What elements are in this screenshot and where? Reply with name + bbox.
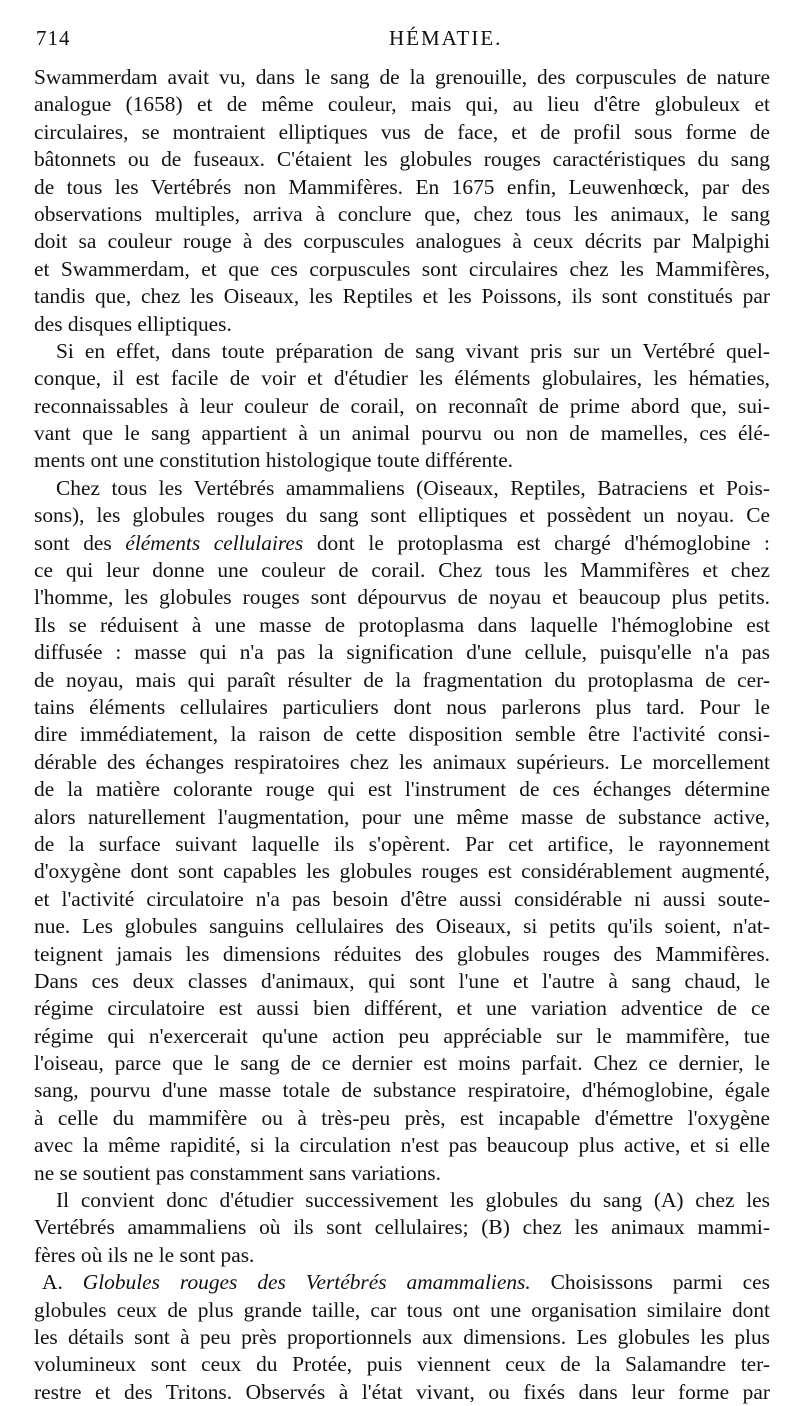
text-line: volumineux sont ceux du Protée, puis viennent ceux de la Salamandre ter- [34, 1352, 770, 1377]
text-line: reconnaissables à leur couleur de corail, on reconnaît de prime abord que, sui- [34, 393, 770, 418]
text-line: circulaires, se montraient elliptiques vus de face, et de profil sous forme de [34, 119, 770, 144]
text-line: sont des éléments cellulaires dont le protoplasma est chargé d'hémoglobine : [34, 530, 771, 555]
text-line: ce qui leur donne une couleur de corail. Chez tous les Mammifères et chez [34, 558, 770, 583]
text-line: ments ont une constitution histologique toute différente. [34, 448, 514, 473]
text-line: globules ceux de plus grande taille, car tous ont une organisation similaire dont [34, 1297, 770, 1322]
text-line: de noyau, mais qui paraît résulter de la fragmentation du protoplasma de cer- [34, 667, 770, 692]
text-line: doit sa couleur rouge à des corpuscules analogues à ceux décrits par Malpighi [34, 229, 770, 254]
text-line: à celle du mammifère ou à très-peu près, est incapable d'émettre l'oxygène [34, 1105, 770, 1130]
text-line: ne se soutient pas constamment sans variations. [34, 1160, 441, 1185]
text-line: bâtonnets ou de fuseaux. C'étaient les globules rouges caractéristiques du sang [34, 147, 770, 172]
text-line: analogue (1658) et de même couleur, mais qui, au lieu d'être globuleux et [34, 92, 770, 117]
text-line: Ils se réduisent à une masse de protoplasma dans laquelle l'hémoglobine est [34, 612, 770, 637]
text-line: l'homme, les globules rouges sont dépourvus de noyau et beaucoup plus petits. [34, 585, 770, 610]
text-line: nue. Les globules sanguins cellulaires des Oiseaux, si petits qu'ils soient, n'at- [34, 914, 770, 939]
text-line: Vertébrés amammaliens où ils sont cellulaires; (B) chez les animaux mammi- [34, 1215, 770, 1240]
page-header [36, 20, 770, 54]
text-line: Il convient donc d'étudier successivement les globules du sang (A) chez les [56, 1188, 770, 1213]
italic-phrase: éléments cellulaires [125, 530, 304, 555]
text-line: l'oiseau, parce que le sang de ce dernier est moins parfait. Chez ce dernier, le [34, 1051, 770, 1076]
text-line: et l'activité circulatoire n'a pas besoin d'être aussi considérable ni aussi soute- [34, 886, 770, 911]
text-line: observations multiples, arriva à conclure que, chez tous les animaux, le sang [34, 201, 770, 226]
text-line: Dans ces deux classes d'animaux, qui sont l'une et l'autre à sang chaud, le [34, 968, 770, 993]
text-line: A. Globules rouges des Vertébrés amammaliens. Choisissons parmi ces [42, 1270, 770, 1295]
text-line: alors naturellement l'augmentation, pour une même masse de substance active, [34, 804, 770, 829]
text-line: fères où ils ne le sont pas. [34, 1242, 255, 1267]
text-line: régime circulatoire est aussi bien différent, et une variation adventice de ce [34, 996, 770, 1021]
text-line: régime qui n'exercerait qu'une action peu appréciable sur le mammifère, tue [34, 1023, 770, 1048]
text-line: sang, pourvu d'une masse totale de substance respiratoire, d'hémoglobine, égale [34, 1078, 770, 1103]
body-text [34, 64, 770, 1406]
text-line: et Swammerdam, et que ces corpuscules sont circulaires chez les Mammifères, [34, 256, 770, 281]
text-line: dérable des échanges respiratoires chez les animaux supérieurs. Le morcellement [34, 749, 770, 774]
text-line: Chez tous les Vertébrés amammaliens (Oiseaux, Reptiles, Batraciens et Pois- [56, 475, 770, 500]
text-line: restre et des Tritons. Observés à l'état vivant, ou fixés dans leur forme par [34, 1379, 770, 1404]
text-line: les détails sont à peu près proportionnels aux dimensions. Les globules les plus [34, 1324, 770, 1349]
text-line: Si en effet, dans toute préparation de sang vivant pris sur un Vertébré quel- [56, 338, 770, 363]
text-line: d'oxygène dont sont capables les globules rouges est considérablement augmenté, [34, 859, 770, 884]
text-line: Swammerdam avait vu, dans le sang de la grenouille, des corpuscules de nature [34, 65, 770, 89]
text-line: de tous les Vertébrés non Mammifères. En 1675 enfin, Leuwenhœck, par des [34, 174, 770, 199]
text-line: sons), les globules rouges du sang sont elliptiques et possèdent un noyau. Ce [34, 503, 770, 528]
text-line: dire immédiatement, la raison de cette disposition semble être l'activité consi- [34, 722, 770, 747]
text-line: tandis que, chez les Oiseaux, les Reptiles et les Poissons, ils sont constitués par [34, 284, 770, 309]
text-line: diffusée : masse qui n'a pas la signification d'une cellule, puisqu'elle n'a pas [34, 640, 770, 665]
text-line: teignent jamais les dimensions réduites des globules rouges des Mammifères. [34, 941, 770, 966]
italic-phrase: Globules rouges des Vertébrés amammaliens. [82, 1270, 531, 1295]
text-line: de la matière colorante rouge qui est l'instrument de ces échanges détermine [34, 777, 770, 802]
text-line: conque, il est facile de voir et d'étudier les éléments globulaires, les hématies, [34, 366, 770, 391]
text-line: vant que le sang appartient à un animal pourvu ou non de mamelles, ces élé- [34, 421, 770, 446]
page-number: 714 [36, 26, 71, 50]
text-line: des disques elliptiques. [34, 311, 232, 336]
text-line: avec la même rapidité, si la circulation n'est pas beaucoup plus active, et si elle [34, 1133, 770, 1158]
text-line: de la surface suivant laquelle ils s'opèrent. Par cet artifice, le rayonnement [34, 831, 770, 856]
text-line: tains éléments cellulaires particuliers dont nous parlerons plus tard. Pour le [34, 694, 770, 719]
running-title: HÉMATIE. [389, 26, 503, 50]
